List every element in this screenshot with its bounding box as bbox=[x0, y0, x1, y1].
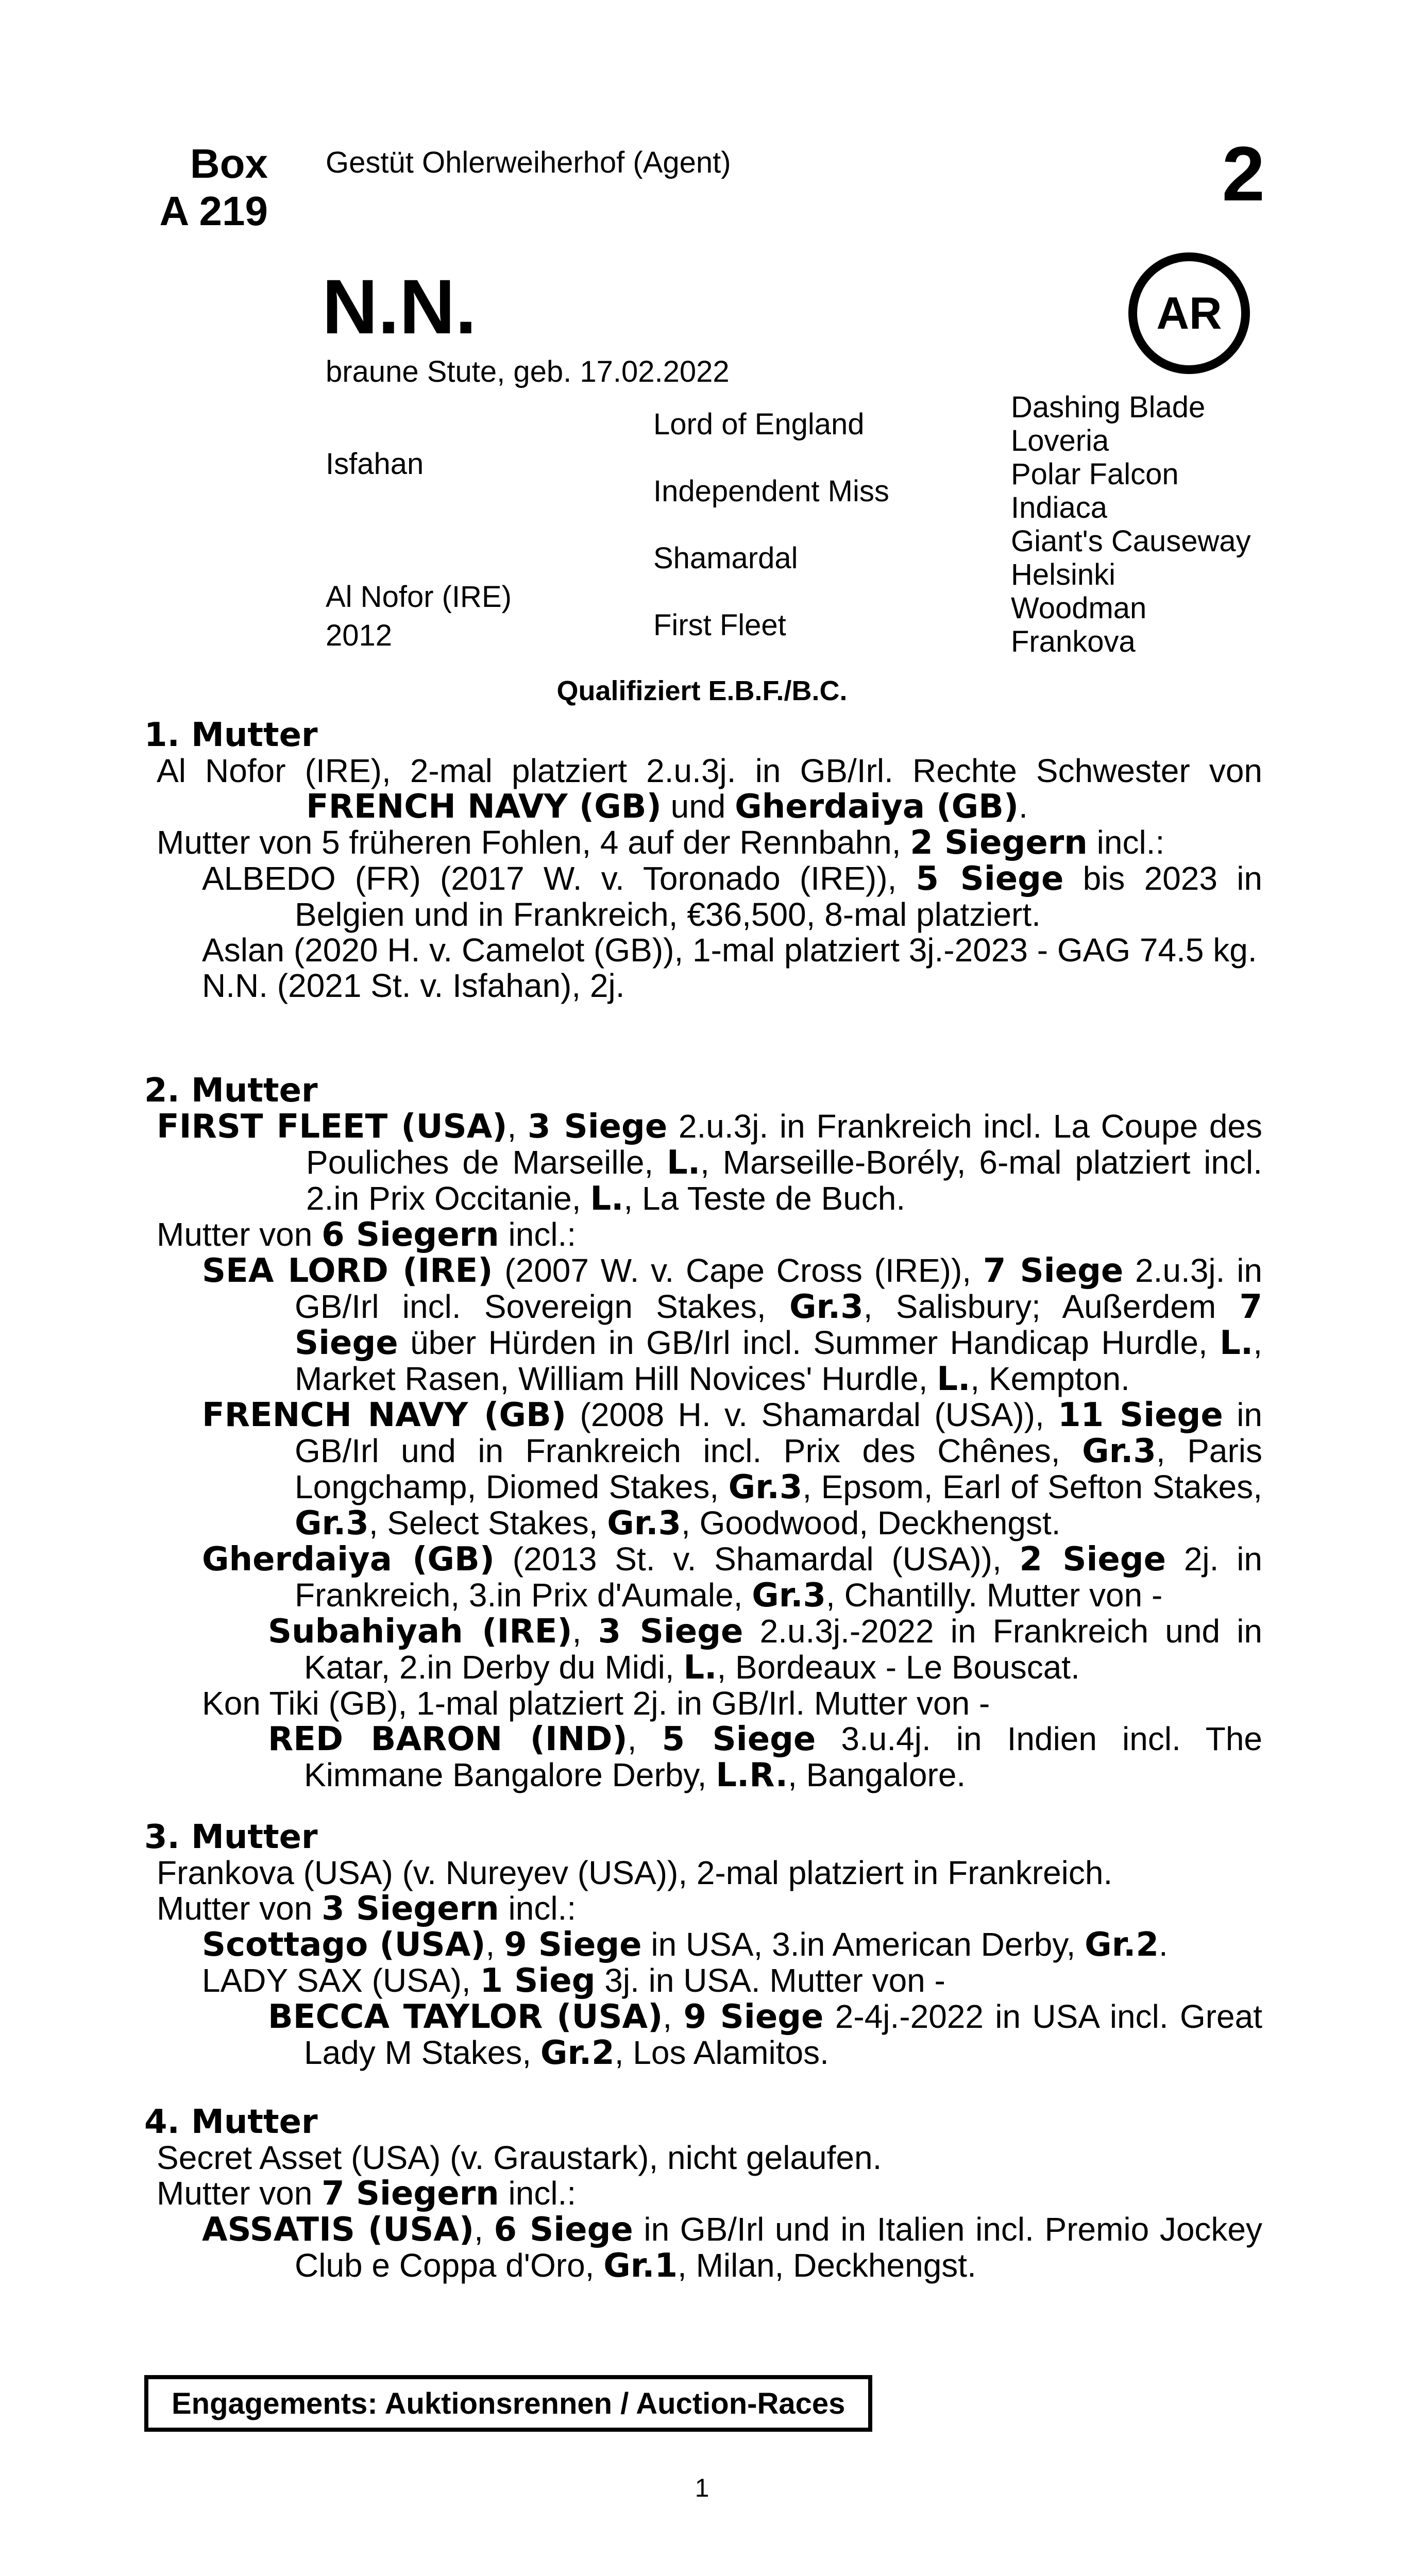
family-entry bbox=[202, 1397, 1262, 1541]
bold-run: 1 Sieg bbox=[480, 1962, 596, 2000]
bold-run: 7 Siege bbox=[295, 1288, 1263, 1362]
consignor: Gestüt Ohlerweiherhof (Agent) bbox=[326, 146, 731, 179]
section-heading: 4. Mutter bbox=[144, 2103, 318, 2141]
text-run: bis 2023 in Belgien und in Frankreich, €36,500, 8-mal platziert. bbox=[295, 860, 1263, 933]
section-1-mutter bbox=[144, 718, 1262, 1004]
section-3-mutter bbox=[144, 1820, 1262, 2071]
pedigree-great-grandparent: Giant's Causeway bbox=[1011, 524, 1251, 558]
box-label-line2: A 219 bbox=[159, 188, 268, 234]
bold-run: Gr.2 bbox=[1085, 1926, 1159, 1964]
text-run: 2.u.3j. in GB/Irl incl. Sovereign Stakes, bbox=[295, 1252, 1263, 1325]
bold-run: 3 Siege bbox=[527, 1108, 668, 1146]
text-run: (2008 H. v. Shamardal (USA)), bbox=[566, 1396, 1058, 1433]
family-entry bbox=[157, 2176, 1262, 2212]
lot-number: 2 bbox=[1222, 130, 1265, 217]
text-run: über Hürden in GB/Irl incl. Summer Handicap Hurdle, bbox=[398, 1324, 1220, 1361]
text-run: (2007 W. v. Cape Cross (IRE)), bbox=[493, 1252, 983, 1289]
text-run: (2013 St. v. Shamardal (USA)), bbox=[495, 1540, 1020, 1578]
text-run: , Salisbury; Außerdem bbox=[863, 1288, 1240, 1325]
text-run: , La Teste de Buch. bbox=[623, 1180, 906, 1217]
family-entry bbox=[202, 2212, 1262, 2284]
page-number: 1 bbox=[695, 2473, 709, 2502]
bold-run: Gr.2 bbox=[540, 2034, 615, 2072]
pedigree-dam: Al Nofor (IRE) bbox=[326, 580, 512, 614]
family-entry bbox=[202, 933, 1262, 968]
bold-run: L. bbox=[683, 1649, 717, 1687]
text-run: 3j. in USA. Mutter von - bbox=[595, 1962, 945, 1999]
text-run: Mutter von bbox=[157, 2175, 322, 2212]
section-heading: 1. Mutter bbox=[144, 716, 318, 754]
text-run: in GB/Irl und in Frankreich incl. Prix des Chênes, bbox=[295, 1396, 1263, 1469]
bold-run: RED BARON (IND) bbox=[268, 1720, 628, 1758]
bold-run: Scottago (USA) bbox=[202, 1926, 486, 1964]
text-run: , bbox=[572, 1613, 598, 1650]
pedigree-grandparent: Shamardal bbox=[653, 541, 798, 575]
text-run: . bbox=[1019, 788, 1028, 825]
section-2-mutter bbox=[144, 1073, 1262, 1793]
family-entry bbox=[157, 1855, 1262, 1891]
pedigree-great-grandparent: Woodman bbox=[1011, 591, 1147, 625]
text-run: 2-4j.-2022 in USA incl. Great Lady M Stakes, bbox=[304, 1998, 1263, 2071]
bold-run: L. bbox=[1220, 1324, 1254, 1362]
text-run: in USA, 3.in American Derby, bbox=[641, 1926, 1085, 1963]
horse-description: braune Stute, geb. 17.02.2022 bbox=[326, 355, 730, 388]
bold-run: L. bbox=[667, 1144, 701, 1182]
text-run: , Market Rasen, William Hill Novices' Hurdle, bbox=[295, 1324, 1262, 1397]
bold-run: 6 Siegern bbox=[322, 1216, 499, 1254]
text-run: , Paris Longchamp, Diomed Stakes, bbox=[295, 1432, 1263, 1505]
bold-run: Gr.3 bbox=[752, 1577, 826, 1615]
family-entry bbox=[202, 1927, 1262, 1963]
text-run: 2.u.3j.-2022 in Frankreich und in Katar, 2.in Derby du Midi, bbox=[304, 1613, 1263, 1686]
text-run: , Select Stakes, bbox=[368, 1504, 607, 1541]
family-entry bbox=[202, 968, 1262, 1004]
bold-run: Gr.1 bbox=[603, 2247, 678, 2285]
family-entry bbox=[157, 1109, 1262, 1217]
text-run: 2j. in Frankreich, 3.in Prix d'Aumale, bbox=[295, 1540, 1263, 1614]
text-run: N.N. (2021 St. v. Isfahan), 2j. bbox=[202, 967, 625, 1004]
bold-run: Gr.3 bbox=[789, 1288, 864, 1326]
text-run: und bbox=[661, 788, 735, 825]
text-run: incl.: bbox=[499, 2175, 577, 2212]
bold-run: Gherdaiya (GB) bbox=[202, 1540, 495, 1579]
bold-run: 5 Siege bbox=[662, 1720, 816, 1758]
text-run: 3.u.4j. in Indien incl. The Kimmane Bangalore Derby, bbox=[304, 1720, 1263, 1793]
horse-name: N.N. bbox=[322, 263, 477, 350]
text-run: ALBEDO (FR) (2017 W. v. Toronado (IRE)), bbox=[202, 860, 916, 897]
bold-run: 9 Siege bbox=[683, 1998, 824, 2036]
text-run: , Chantilly. Mutter von - bbox=[826, 1577, 1163, 1614]
family-entry bbox=[268, 1999, 1262, 2071]
family-entry bbox=[202, 861, 1262, 933]
bold-run: L. bbox=[590, 1180, 624, 1218]
family-entry bbox=[202, 1686, 1262, 1721]
pedigree-sire: Isfahan bbox=[326, 447, 424, 481]
text-run: in GB/Irl und in Italien incl. Premio Jockey Club e Coppa d'Oro, bbox=[295, 2211, 1263, 2284]
text-run: LADY SAX (USA), bbox=[202, 1962, 480, 1999]
bold-run: Gr.3 bbox=[295, 1504, 369, 1543]
section-heading: 2. Mutter bbox=[144, 1072, 318, 1110]
bold-run: FRENCH NAVY (GB) bbox=[202, 1396, 567, 1434]
text-run: , Milan, Deckhengst. bbox=[678, 2247, 976, 2284]
text-run: , Goodwood, Deckhengst. bbox=[681, 1504, 1061, 1541]
family-entry bbox=[268, 1721, 1262, 1793]
text-run: , bbox=[507, 1108, 528, 1145]
qualification: Qualifiziert E.B.F./B.C. bbox=[556, 675, 848, 706]
text-run: Mutter von bbox=[157, 1890, 322, 1927]
pedigree-grandparent: First Fleet bbox=[653, 608, 786, 642]
bold-run: 2 Siegern bbox=[910, 824, 1088, 862]
ar-badge-label: AR bbox=[1156, 287, 1222, 338]
bold-run: 11 Siege bbox=[1058, 1396, 1223, 1434]
box-label-line1: Box bbox=[190, 141, 268, 187]
text-run: Mutter von 5 früheren Fohlen, 4 auf der Rennbahn, bbox=[157, 824, 910, 861]
bold-run: Gr.3 bbox=[1082, 1432, 1156, 1470]
text-run: , Bordeaux - Le Bouscat. bbox=[717, 1649, 1080, 1686]
bold-run: L. bbox=[937, 1360, 971, 1398]
bold-run: 7 Siegern bbox=[322, 2175, 499, 2213]
bold-run: L.R. bbox=[716, 1756, 788, 1794]
bold-run: Gr.3 bbox=[728, 1468, 803, 1506]
bold-run: FRENCH NAVY (GB) bbox=[306, 788, 662, 826]
bold-run: 2 Siege bbox=[1019, 1540, 1166, 1579]
section-4-mutter bbox=[144, 2105, 1262, 2284]
text-run: Al Nofor (IRE), 2-mal platziert 2.u.3j. in GB/Irl. Rechte Schwester von bbox=[157, 752, 1262, 789]
text-run: incl.: bbox=[499, 1890, 577, 1927]
bold-run: Subahiyah (IRE) bbox=[268, 1613, 572, 1651]
bold-run: 7 Siege bbox=[983, 1252, 1124, 1290]
text-run: , Epsom, Earl of Sefton Stakes, bbox=[802, 1468, 1263, 1505]
text-run: , Los Alamitos. bbox=[614, 2034, 829, 2071]
text-run: Mutter von bbox=[157, 1216, 322, 1253]
family-entry bbox=[157, 825, 1262, 861]
bold-run: Gherdaiya (GB) bbox=[735, 788, 1019, 826]
bold-run: 6 Siege bbox=[494, 2211, 633, 2249]
bold-run: SEA LORD (IRE) bbox=[202, 1252, 493, 1290]
pedigree-great-grandparent: Indiaca bbox=[1011, 491, 1108, 524]
family-entry bbox=[202, 1541, 1262, 1614]
bold-run: 3 Siegern bbox=[322, 1890, 499, 1928]
family-entry bbox=[157, 753, 1262, 825]
bold-run: BECCA TAYLOR (USA) bbox=[268, 1998, 663, 2036]
pedigree-great-grandparent: Polar Falcon bbox=[1011, 457, 1179, 491]
pedigree-grandparent: Independent Miss bbox=[653, 474, 889, 508]
family-entry bbox=[268, 1614, 1262, 1686]
bold-run: ASSATIS (USA) bbox=[202, 2211, 475, 2249]
text-run: , Kempton. bbox=[970, 1360, 1130, 1397]
text-run: Secret Asset (USA) (v. Graustark), nicht gelaufen. bbox=[157, 2139, 882, 2176]
engagements-box bbox=[144, 2375, 872, 2432]
text-run: Frankova (USA) (v. Nureyev (USA)), 2-mal platziert in Frankreich. bbox=[157, 1854, 1113, 1891]
engagements-label: Engagements: Auktionsrennen / Auction-Races bbox=[172, 2386, 845, 2420]
text-run: . bbox=[1158, 1926, 1168, 1963]
bold-run: 3 Siege bbox=[598, 1613, 743, 1651]
text-run: Kon Tiki (GB), 1-mal platziert 2j. in GB/Irl. Mutter von - bbox=[202, 1685, 990, 1722]
pedigree-great-grandparent: Loveria bbox=[1011, 424, 1109, 457]
family-entry bbox=[157, 1891, 1262, 1927]
text-run: incl.: bbox=[1087, 824, 1165, 861]
pedigree-grandparent: Lord of England bbox=[653, 408, 865, 441]
family-entry bbox=[202, 1963, 1262, 1999]
family-entry bbox=[202, 1253, 1262, 1397]
text-run: 2.u.3j. in Frankreich incl. La Coupe des Pouliches de Marseille, bbox=[306, 1108, 1263, 1181]
pedigree-dam-year: 2012 bbox=[326, 619, 393, 652]
text-run: , bbox=[663, 1998, 684, 2035]
text-run: Aslan (2020 H. v. Camelot (GB)), 1-mal platziert 3j.-2023 - GAG 74.5 kg. bbox=[202, 931, 1257, 969]
box-label bbox=[139, 140, 268, 235]
text-run: , bbox=[474, 2211, 494, 2248]
bold-run: Gr.3 bbox=[607, 1504, 682, 1543]
pedigree-great-grandparent: Frankova bbox=[1011, 625, 1136, 658]
bold-run: FIRST FLEET (USA) bbox=[157, 1108, 508, 1146]
pedigree-great-grandparent: Helsinki bbox=[1011, 558, 1116, 591]
text-run: , bbox=[627, 1720, 662, 1757]
family-entry bbox=[157, 1217, 1262, 1253]
pedigree-great-grandparent: Dashing Blade bbox=[1011, 391, 1206, 424]
text-run: , Bangalore. bbox=[788, 1756, 966, 1793]
text-run: , Marseille-Borély, 6-mal platziert incl. 2.in Prix Occitanie, bbox=[306, 1144, 1263, 1217]
ar-badge bbox=[1128, 252, 1250, 374]
section-heading: 3. Mutter bbox=[144, 1818, 318, 1856]
bold-run: 9 Siege bbox=[504, 1926, 642, 1964]
text-run: , bbox=[485, 1926, 504, 1963]
bold-run: 5 Siege bbox=[916, 860, 1064, 898]
family-entry bbox=[157, 2140, 1262, 2176]
text-run: incl.: bbox=[499, 1216, 577, 1253]
